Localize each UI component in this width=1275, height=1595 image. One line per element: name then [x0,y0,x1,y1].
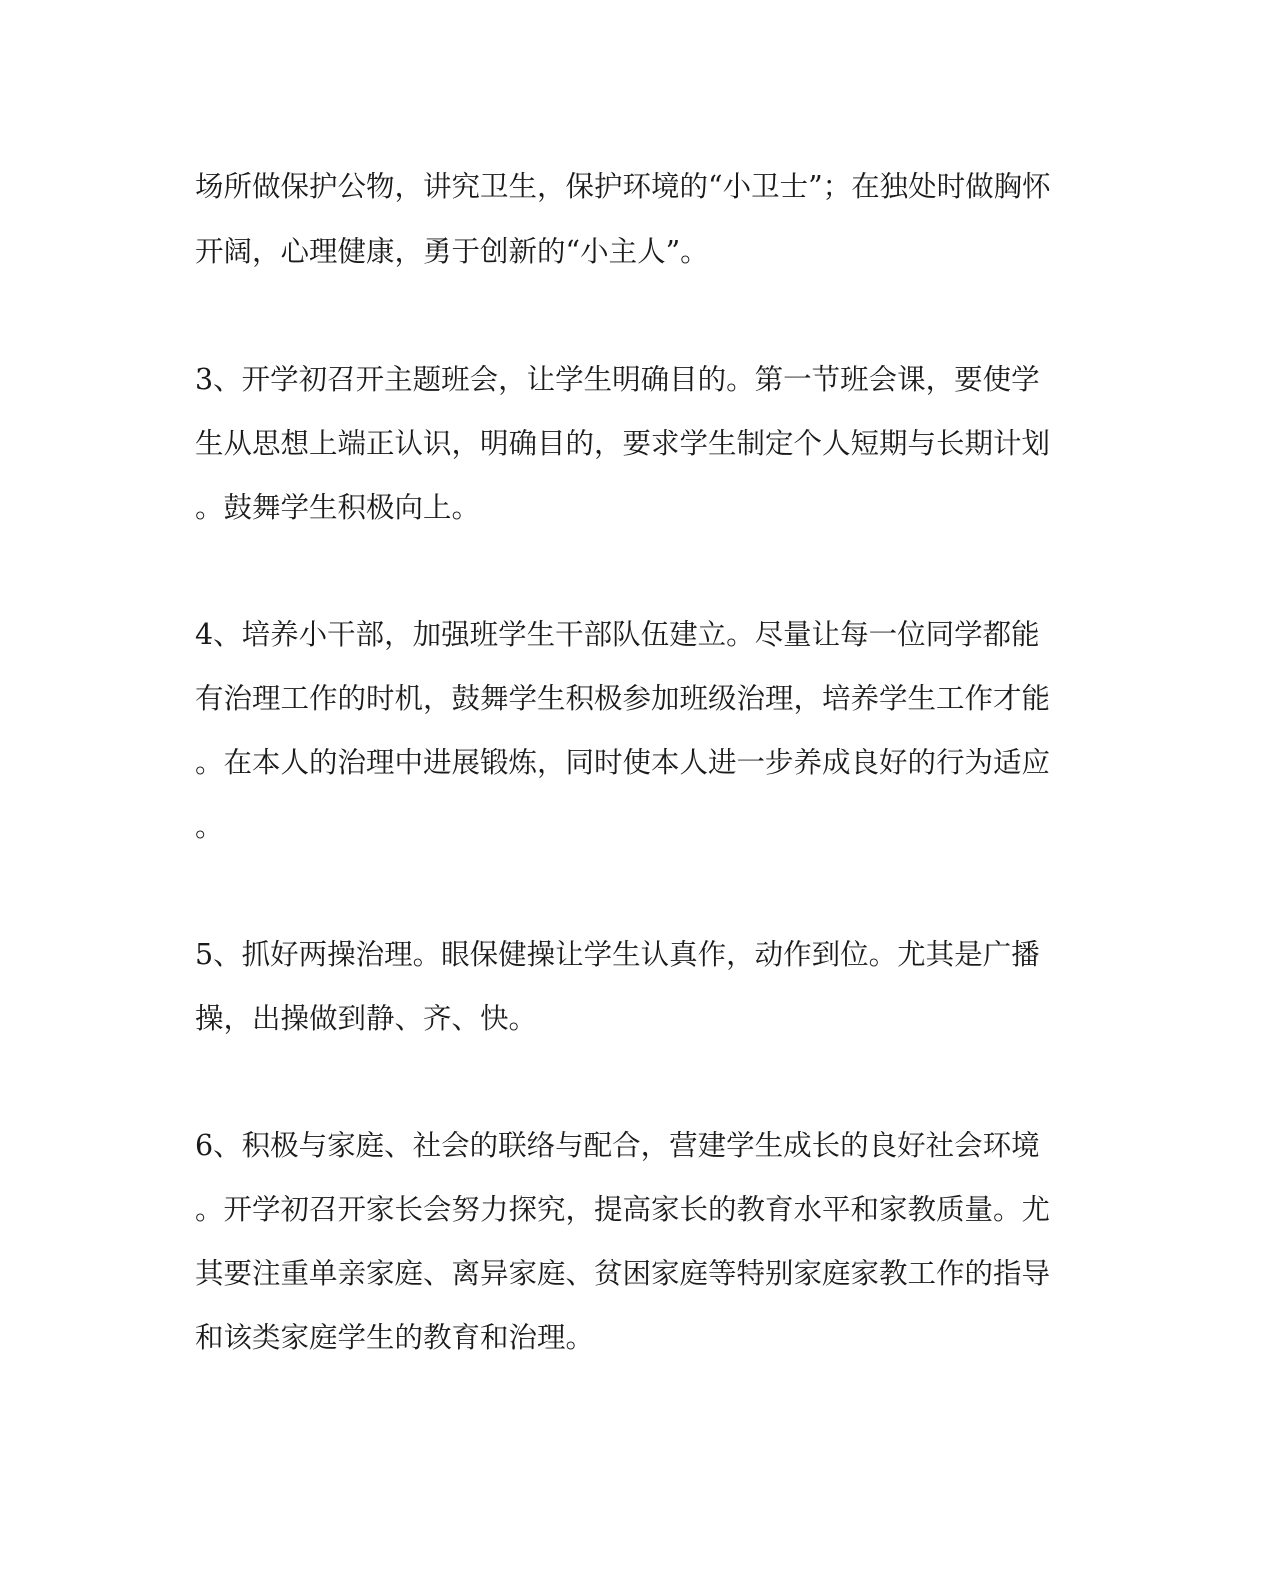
paragraph-5-line-4: 和该类家庭学生的教育和治理。 [195,1321,595,1354]
paragraph-2-line-2: 生从思想上端正认识，明确目的，要求学生制定个人短期与长期计划 [195,427,1051,460]
paragraph-3-line-1: 4、培养小干部，加强班学生干部队伍建立。尽量让每一位同学都能 [195,618,1040,651]
paragraph-3-line-4: 。 [195,810,224,843]
paragraph-5-line-3: 其要注重单亲家庭、离异家庭、贫困家庭等特别家庭家教工作的指导 [195,1257,1051,1290]
paragraph-3-line-2: 有治理工作的时机，鼓舞学生积极参加班级治理，培养学生工作才能 [195,682,1051,715]
paragraph-3-line-3: 。在本人的治理中进展锻炼，同时使本人进一步养成良好的行为适应 [195,746,1051,779]
paragraph-4-line-2: 操，出操做到静、齐、快。 [195,1002,538,1035]
paragraph-5-line-1: 6、积极与家庭、社会的联络与配合，营建学生成长的良好社会环境 [195,1129,1040,1162]
paragraph-4-line-1: 5、抓好两操治理。眼保健操让学生认真作，动作到位。尤其是广播 [195,938,1040,971]
paragraph-5-line-2: 。开学初召开家长会努力探究，提高家长的教育水平和家教质量。尤 [195,1193,1051,1226]
paragraph-2-line-3: 。鼓舞学生积极向上。 [195,491,481,524]
paragraph-2-line-1: 3、开学初召开主题班会，让学生明确目的。第一节班会课，要使学 [195,363,1040,396]
paragraph-1-line-2: 开阔，心理健康，勇于创新的“小主人”。 [195,235,709,268]
paragraph-1-line-1: 场所做保护公物，讲究卫生，保护环境的“小卫士”；在独处时做胸怀 [195,170,1051,203]
